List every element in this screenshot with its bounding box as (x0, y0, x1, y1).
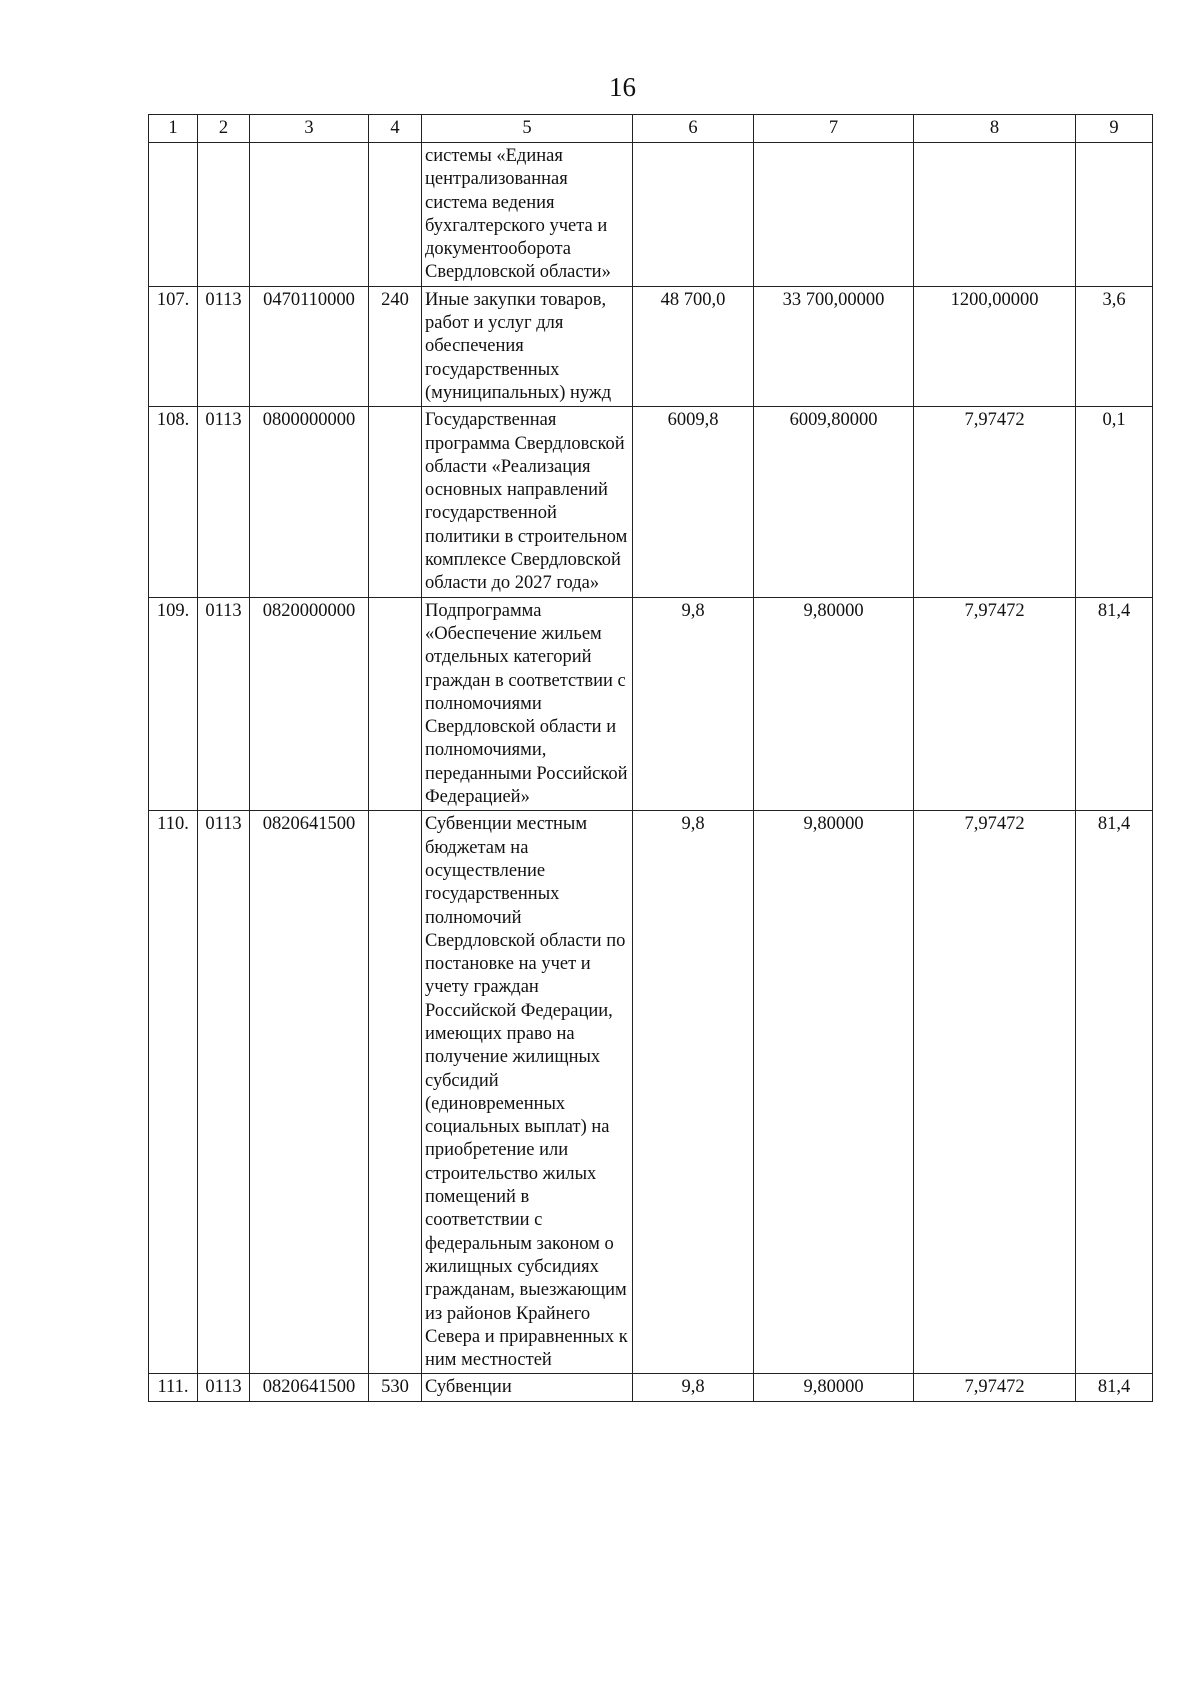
column-header: 2 (198, 115, 250, 143)
value-col7 (754, 143, 914, 287)
row-number: 110. (149, 811, 198, 1374)
value-col6 (633, 143, 754, 287)
expense-type-code: 240 (369, 286, 422, 406)
value-col8: 1200,00000 (914, 286, 1076, 406)
value-col8: 7,97472 (914, 407, 1076, 597)
column-header: 4 (369, 115, 422, 143)
expense-type-code (369, 407, 422, 597)
row-number (149, 143, 198, 287)
item-name: Подпрограмма «Обеспечение жильем отдельных категорий граждан в соответствии с полномочиями Свердловской области и полномочиями, переданными Российской Федерацией» (422, 597, 633, 811)
value-col9: 0,1 (1076, 407, 1153, 597)
value-col9: 81,4 (1076, 1374, 1153, 1401)
target-code: 0800000000 (250, 407, 369, 597)
target-code: 0820000000 (250, 597, 369, 811)
item-name: Государственная программа Свердловской области «Реализация основных направлений государственной политики в строительном комплексе Свердловской области до 2027 года» (422, 407, 633, 597)
item-name: Субвенции местным бюджетам на осуществление государственных полномочий Свердловской области по постановке на учет и учету граждан Российской Федерации, имеющих право на получение жилищных субсидий (единовременных социальных выплат) на приобретение или строительство жилых помещений в соответствии с федеральным законом о жилищных субсидиях гражданам, выезжающим из районов Крайнего Севера и приравненных к ним местностей (422, 811, 633, 1374)
column-header: 7 (754, 115, 914, 143)
table-header-row (149, 115, 1153, 143)
value-col6: 9,8 (633, 1374, 754, 1401)
expense-type-code (369, 143, 422, 287)
column-header: 8 (914, 115, 1076, 143)
value-col8: 7,97472 (914, 811, 1076, 1374)
table-row (149, 811, 1153, 1374)
column-header: 3 (250, 115, 369, 143)
value-col6: 6009,8 (633, 407, 754, 597)
expense-type-code (369, 811, 422, 1374)
value-col7: 9,80000 (754, 1374, 914, 1401)
value-col7: 6009,80000 (754, 407, 914, 597)
section-code (198, 143, 250, 287)
value-col9: 3,6 (1076, 286, 1153, 406)
section-code: 0113 (198, 811, 250, 1374)
value-col7: 9,80000 (754, 811, 914, 1374)
budget-table (148, 114, 1153, 1402)
row-number: 108. (149, 407, 198, 597)
value-col7: 33 700,00000 (754, 286, 914, 406)
row-number: 107. (149, 286, 198, 406)
target-code: 0820641500 (250, 1374, 369, 1401)
section-code: 0113 (198, 407, 250, 597)
section-code: 0113 (198, 286, 250, 406)
item-name: Иные закупки товаров, работ и услуг для обеспечения государственных (муниципальных) нужд (422, 286, 633, 406)
target-code (250, 143, 369, 287)
column-header: 5 (422, 115, 633, 143)
item-name: Субвенции (422, 1374, 633, 1401)
value-col7: 9,80000 (754, 597, 914, 811)
value-col6: 9,8 (633, 811, 754, 1374)
table-row (149, 1374, 1153, 1401)
target-code: 0820641500 (250, 811, 369, 1374)
column-header: 9 (1076, 115, 1153, 143)
item-name: системы «Единая централизованная система ведения бухгалтерского учета и документооборота Свердловской области» (422, 143, 633, 287)
row-number: 111. (149, 1374, 198, 1401)
value-col8: 7,97472 (914, 1374, 1076, 1401)
table-row (149, 143, 1153, 287)
value-col9: 81,4 (1076, 597, 1153, 811)
column-header: 1 (149, 115, 198, 143)
row-number: 109. (149, 597, 198, 811)
target-code: 0470110000 (250, 286, 369, 406)
table-row (149, 286, 1153, 406)
value-col9 (1076, 143, 1153, 287)
page-number: 16 (609, 72, 636, 102)
value-col6: 48 700,0 (633, 286, 754, 406)
value-col6: 9,8 (633, 597, 754, 811)
section-code: 0113 (198, 597, 250, 811)
section-code: 0113 (198, 1374, 250, 1401)
value-col8 (914, 143, 1076, 287)
expense-type-code: 530 (369, 1374, 422, 1401)
table-row (149, 597, 1153, 811)
column-header: 6 (633, 115, 754, 143)
value-col9: 81,4 (1076, 811, 1153, 1374)
expense-type-code (369, 597, 422, 811)
table-row (149, 407, 1153, 597)
value-col8: 7,97472 (914, 597, 1076, 811)
